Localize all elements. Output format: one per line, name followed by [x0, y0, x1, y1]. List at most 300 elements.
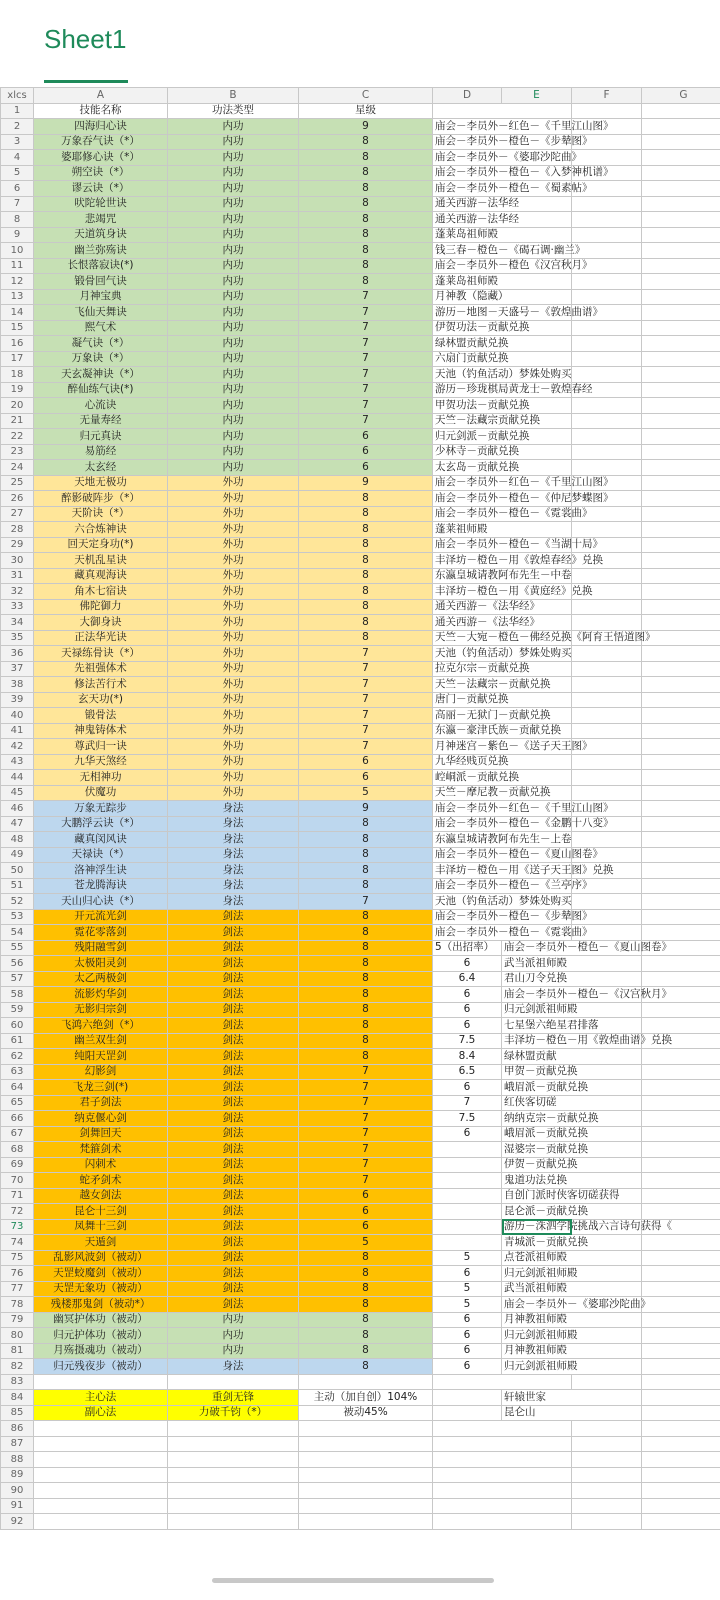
row-number[interactable]: 52 [1, 894, 34, 910]
cell-g[interactable] [642, 1498, 720, 1514]
cell-a[interactable]: 天禄诀（*） [34, 847, 168, 863]
cell-f[interactable] [572, 971, 642, 987]
cell-b[interactable]: 外功 [168, 739, 299, 755]
cell-a[interactable]: 婆耶修心诀（*） [34, 150, 168, 166]
cell-c[interactable]: 7 [299, 1064, 433, 1080]
cell-b[interactable]: 内功 [168, 382, 299, 398]
cell-e[interactable]: 自创门派时侠客切磋获得 [502, 1188, 572, 1204]
cell-f[interactable] [572, 894, 642, 910]
cell-d[interactable]: 天池（钓鱼活动）梦姝处购买 [433, 646, 502, 662]
cell-a[interactable]: 万象吞气诀（*） [34, 134, 168, 150]
row-number[interactable]: 7 [1, 196, 34, 212]
cell-c[interactable]: 8 [299, 150, 433, 166]
cell-a[interactable]: 技能名称 [34, 103, 168, 119]
cell-b[interactable]: 内功 [168, 1343, 299, 1359]
row-number[interactable]: 10 [1, 243, 34, 259]
cell-a[interactable]: 流影灼华剑 [34, 987, 168, 1003]
cell-a[interactable]: 先祖强体术 [34, 661, 168, 677]
cell-a[interactable]: 闪刺术 [34, 1157, 168, 1173]
cell-g[interactable] [642, 460, 720, 476]
cell-f[interactable] [572, 599, 642, 615]
cell-a[interactable]: 天山归心诀（*） [34, 894, 168, 910]
cell-e[interactable]: 归元剑派祖师殿 [502, 1359, 572, 1375]
cell-c[interactable]: 7 [299, 367, 433, 383]
cell-e[interactable]: 峨眉派－贡献兑换 [502, 1080, 572, 1096]
column-header-g[interactable]: G [642, 88, 720, 104]
row-number[interactable]: 84 [1, 1390, 34, 1406]
cell-b[interactable]: 身法 [168, 832, 299, 848]
cell-g[interactable] [642, 475, 720, 491]
cell-f[interactable] [572, 1421, 642, 1437]
cell-a[interactable]: 纳克偃心剑 [34, 1111, 168, 1127]
cell-g[interactable] [642, 351, 720, 367]
cell-g[interactable] [642, 243, 720, 259]
cell-b[interactable]: 剑法 [168, 1002, 299, 1018]
cell-a[interactable]: 藏真观海诀 [34, 568, 168, 584]
cell-f[interactable] [572, 1483, 642, 1499]
cell-b[interactable]: 剑法 [168, 1266, 299, 1282]
cell-b[interactable]: 外功 [168, 491, 299, 507]
row-number[interactable]: 42 [1, 739, 34, 755]
cell-f[interactable] [572, 615, 642, 631]
cell-a[interactable]: 长恨落寂诀(*) [34, 258, 168, 274]
cell-c[interactable]: 8 [299, 1018, 433, 1034]
cell-d[interactable] [433, 1142, 502, 1158]
cell-b[interactable]: 剑法 [168, 1111, 299, 1127]
cell-c[interactable]: 7 [299, 1173, 433, 1189]
cell-c[interactable]: 6 [299, 460, 433, 476]
row-number[interactable]: 36 [1, 646, 34, 662]
cell-g[interactable] [642, 1095, 720, 1111]
cell-d[interactable] [433, 1157, 502, 1173]
row-number[interactable]: 73 [1, 1219, 34, 1235]
cell-c[interactable]: 8 [299, 1033, 433, 1049]
cell-b[interactable]: 剑法 [168, 1173, 299, 1189]
cell-g[interactable] [642, 692, 720, 708]
row-number[interactable]: 4 [1, 150, 34, 166]
cell-d[interactable]: 6 [433, 1343, 502, 1359]
cell-g[interactable] [642, 398, 720, 414]
row-number[interactable]: 76 [1, 1266, 34, 1282]
cell-d[interactable] [433, 1390, 502, 1406]
cell-b[interactable]: 内功 [168, 212, 299, 228]
cell-e[interactable]: 点苍派祖师殿 [502, 1250, 572, 1266]
cell-g[interactable] [642, 770, 720, 786]
cell-a[interactable]: 易筋经 [34, 444, 168, 460]
cell-b[interactable]: 内功 [168, 134, 299, 150]
cell-d[interactable] [433, 1235, 502, 1251]
cell-d[interactable]: 庙会－李员外－橙色－《步辇图》 [433, 134, 502, 150]
cell-d[interactable]: 5 [433, 1297, 502, 1313]
cell-a[interactable]: 归元残夜步（被动） [34, 1359, 168, 1375]
cell-g[interactable] [642, 181, 720, 197]
cell-c[interactable] [299, 1374, 433, 1390]
cell-b[interactable]: 外功 [168, 553, 299, 569]
row-number[interactable]: 8 [1, 212, 34, 228]
cell-g[interactable] [642, 413, 720, 429]
home-indicator[interactable] [212, 1578, 494, 1583]
cell-b[interactable] [168, 1498, 299, 1514]
cell-e[interactable] [502, 522, 572, 538]
cell-d[interactable]: 崆峒派－贡献兑换 [433, 770, 502, 786]
row-number[interactable]: 28 [1, 522, 34, 538]
cell-d[interactable]: 东瀛－豪津氏族－贡献兑换 [433, 723, 502, 739]
cell-f[interactable] [572, 336, 642, 352]
cell-d[interactable]: 天竺－法藏宗－贡献兑换 [433, 677, 502, 693]
cell-c[interactable]: 8 [299, 196, 433, 212]
cell-d[interactable]: 拉克尔宗－贡献兑换 [433, 661, 502, 677]
cell-g[interactable] [642, 196, 720, 212]
cell-a[interactable]: 凝气诀（*） [34, 336, 168, 352]
cell-f[interactable] [572, 227, 642, 243]
cell-d[interactable]: 丰泽坊－橙色－用《敦煌春经》兑换 [433, 553, 502, 569]
cell-g[interactable] [642, 165, 720, 181]
cell-f[interactable] [572, 723, 642, 739]
cell-f[interactable] [572, 1343, 642, 1359]
cell-g[interactable] [642, 444, 720, 460]
row-number[interactable]: 82 [1, 1359, 34, 1375]
cell-b[interactable]: 外功 [168, 708, 299, 724]
cell-d[interactable]: 蓬莱岛祖师殿 [433, 274, 502, 290]
cell-d[interactable]: 高丽－无狱门－贡献兑换 [433, 708, 502, 724]
cell-e[interactable]: 丰泽坊－橙色－用《敦煌曲谱》兑换 [502, 1033, 572, 1049]
cell-a[interactable]: 归元护体功（被动） [34, 1328, 168, 1344]
cell-g[interactable] [642, 1312, 720, 1328]
cell-d[interactable]: 丰泽坊－橙色－用《送子天王图》兑换 [433, 863, 502, 879]
cell-b[interactable]: 身法 [168, 816, 299, 832]
row-number[interactable]: 87 [1, 1436, 34, 1452]
cell-g[interactable] [642, 723, 720, 739]
cell-f[interactable] [572, 1390, 642, 1406]
cell-b[interactable]: 剑法 [168, 1049, 299, 1065]
cell-d[interactable]: 月神迷宫－紫色－《送子天王图》 [433, 739, 502, 755]
cell-e[interactable] [502, 103, 572, 119]
cell-a[interactable]: 太乙两极剑 [34, 971, 168, 987]
cell-c[interactable]: 7 [299, 336, 433, 352]
cell-e[interactable]: 湿婆宗－贡献兑换 [502, 1142, 572, 1158]
cell-a[interactable]: 君子剑法 [34, 1095, 168, 1111]
cell-c[interactable]: 7 [299, 351, 433, 367]
cell-e[interactable]: 鬼道功法兑换 [502, 1173, 572, 1189]
cell-d[interactable] [433, 1483, 502, 1499]
row-number[interactable]: 15 [1, 320, 34, 336]
cell-g[interactable] [642, 522, 720, 538]
cell-b[interactable]: 外功 [168, 506, 299, 522]
cell-c[interactable]: 8 [299, 925, 433, 941]
row-number[interactable]: 17 [1, 351, 34, 367]
cell-c[interactable] [299, 1467, 433, 1483]
cell-g[interactable] [642, 537, 720, 553]
cell-g[interactable] [642, 119, 720, 135]
cell-g[interactable] [642, 1018, 720, 1034]
cell-g[interactable] [642, 956, 720, 972]
cell-d[interactable] [433, 1374, 502, 1390]
cell-e[interactable]: 红侠客切磋 [502, 1095, 572, 1111]
cell-d[interactable]: 庙会－李员外－橙色－《兰亭序》 [433, 878, 502, 894]
cell-c[interactable]: 7 [299, 1157, 433, 1173]
cell-d[interactable]: 庙会－李员外－红色－《千里江山图》 [433, 475, 502, 491]
cell-b[interactable]: 内功 [168, 305, 299, 321]
cell-b[interactable]: 剑法 [168, 1219, 299, 1235]
row-number[interactable]: 92 [1, 1514, 34, 1530]
row-number[interactable]: 63 [1, 1064, 34, 1080]
cell-a[interactable]: 霓花零落剑 [34, 925, 168, 941]
cell-g[interactable] [642, 1064, 720, 1080]
cell-b[interactable]: 外功 [168, 754, 299, 770]
cell-b[interactable]: 内功 [168, 351, 299, 367]
cell-b[interactable]: 剑法 [168, 1095, 299, 1111]
row-number[interactable]: 70 [1, 1173, 34, 1189]
cell-d[interactable]: 7.5 [433, 1111, 502, 1127]
cell-d[interactable]: 庙会－李员外－橙色－《金鹏十八变》 [433, 816, 502, 832]
cell-f[interactable] [572, 1405, 642, 1421]
row-number[interactable]: 77 [1, 1281, 34, 1297]
cell-a[interactable]: 天罡无象功（被动） [34, 1281, 168, 1297]
cell-b[interactable]: 外功 [168, 692, 299, 708]
cell-b[interactable]: 内功 [168, 367, 299, 383]
cell-a[interactable]: 九华天煞经 [34, 754, 168, 770]
cell-b[interactable]: 外功 [168, 723, 299, 739]
cell-c[interactable]: 8 [299, 258, 433, 274]
cell-d[interactable]: 庙会－李员外－橙色－《蜀素帖》 [433, 181, 502, 197]
cell-c[interactable] [299, 1421, 433, 1437]
cell-c[interactable]: 8 [299, 630, 433, 646]
cell-a[interactable] [34, 1436, 168, 1452]
row-number[interactable]: 18 [1, 367, 34, 383]
cell-b[interactable]: 外功 [168, 785, 299, 801]
row-number[interactable]: 83 [1, 1374, 34, 1390]
cell-d[interactable]: 6 [433, 1002, 502, 1018]
cell-e[interactable] [502, 1421, 572, 1437]
cell-f[interactable] [572, 568, 642, 584]
cell-g[interactable] [642, 274, 720, 290]
cell-a[interactable]: 主心法 [34, 1390, 168, 1406]
cell-a[interactable]: 尊武归一诀 [34, 739, 168, 755]
cell-d[interactable]: 东瀛皇城请教阿布先生－上卷 [433, 832, 502, 848]
cell-c[interactable]: 8 [299, 863, 433, 879]
cell-a[interactable]: 苍龙腾海诀 [34, 878, 168, 894]
cell-d[interactable]: 九华经贱页兑换 [433, 754, 502, 770]
cell-f[interactable] [572, 1281, 642, 1297]
cell-b[interactable]: 内功 [168, 413, 299, 429]
cell-f[interactable] [572, 1049, 642, 1065]
row-number[interactable]: 90 [1, 1483, 34, 1499]
row-number[interactable]: 35 [1, 630, 34, 646]
cell-a[interactable]: 太玄经 [34, 460, 168, 476]
cell-c[interactable]: 8 [299, 165, 433, 181]
cell-c[interactable] [299, 1483, 433, 1499]
row-number[interactable]: 56 [1, 956, 34, 972]
cell-f[interactable] [572, 754, 642, 770]
cell-e[interactable]: 庙会－李员外－《婆耶沙陀曲》 [502, 1297, 572, 1313]
cell-d[interactable]: 天竺－法藏宗贡献兑换 [433, 413, 502, 429]
row-number[interactable]: 91 [1, 1498, 34, 1514]
cell-d[interactable]: 庙会－李员外－橙色－《霓裳曲》 [433, 925, 502, 941]
cell-g[interactable] [642, 1452, 720, 1468]
row-number[interactable]: 45 [1, 785, 34, 801]
cell-e[interactable]: 武当派祖师殿 [502, 1281, 572, 1297]
cell-b[interactable]: 内功 [168, 1328, 299, 1344]
cell-d[interactable]: 庙会－李员外－橙色－《入梦神机谱》 [433, 165, 502, 181]
cell-b[interactable] [168, 1452, 299, 1468]
cell-b[interactable]: 外功 [168, 630, 299, 646]
cell-a[interactable] [34, 1514, 168, 1530]
cell-b[interactable]: 剑法 [168, 1157, 299, 1173]
cell-b[interactable]: 内功 [168, 1312, 299, 1328]
cell-d[interactable]: 绿林盟贡献兑换 [433, 336, 502, 352]
cell-e[interactable]: 伊贺－贡献兑换 [502, 1157, 572, 1173]
row-number[interactable]: 31 [1, 568, 34, 584]
cell-c[interactable]: 8 [299, 1312, 433, 1328]
column-header-f[interactable]: F [572, 88, 642, 104]
cell-e[interactable]: 归元剑派祖师殿 [502, 1002, 572, 1018]
cell-g[interactable] [642, 677, 720, 693]
cell-b[interactable]: 身法 [168, 847, 299, 863]
cell-c[interactable]: 8 [299, 1250, 433, 1266]
cell-f[interactable] [572, 274, 642, 290]
cell-c[interactable]: 8 [299, 615, 433, 631]
cell-d[interactable]: 庙会－李员外－红色－《千里江山图》 [433, 801, 502, 817]
row-number[interactable]: 23 [1, 444, 34, 460]
cell-a[interactable]: 凤舞十三剑 [34, 1219, 168, 1235]
cell-b[interactable]: 内功 [168, 429, 299, 445]
cell-a[interactable]: 回天定身功(*) [34, 537, 168, 553]
cell-f[interactable] [572, 770, 642, 786]
cell-c[interactable]: 6 [299, 429, 433, 445]
cell-a[interactable]: 藏真闵风诀 [34, 832, 168, 848]
cell-f[interactable] [572, 1312, 642, 1328]
cell-a[interactable]: 无相神功 [34, 770, 168, 786]
cell-c[interactable]: 8 [299, 847, 433, 863]
cell-a[interactable] [34, 1483, 168, 1499]
cell-c[interactable]: 9 [299, 475, 433, 491]
cell-e[interactable]: 峨眉派－贡献兑换 [502, 1126, 572, 1142]
column-header-e[interactable]: E [502, 88, 572, 104]
cell-d[interactable]: 月神教（隐藏） [433, 289, 502, 305]
cell-f[interactable] [572, 1374, 642, 1390]
cell-g[interactable] [642, 289, 720, 305]
cell-d[interactable]: 6.4 [433, 971, 502, 987]
cell-g[interactable] [642, 336, 720, 352]
cell-e[interactable] [502, 351, 572, 367]
cell-c[interactable]: 星级 [299, 103, 433, 119]
cell-a[interactable] [34, 1374, 168, 1390]
cell-a[interactable]: 飞鸿六绝剑（*） [34, 1018, 168, 1034]
column-header-a[interactable]: A [34, 88, 168, 104]
row-number[interactable]: 12 [1, 274, 34, 290]
row-number[interactable]: 2 [1, 119, 34, 135]
cell-b[interactable]: 剑法 [168, 1235, 299, 1251]
cell-a[interactable]: 大鹏浮云诀（*） [34, 816, 168, 832]
row-number[interactable]: 38 [1, 677, 34, 693]
cell-b[interactable]: 内功 [168, 243, 299, 259]
cell-a[interactable]: 幽兰双生剑 [34, 1033, 168, 1049]
cell-e[interactable]: 纳纳克宗－贡献兑换 [502, 1111, 572, 1127]
cell-b[interactable]: 内功 [168, 150, 299, 166]
cell-d[interactable]: 唐门－贡献兑换 [433, 692, 502, 708]
cell-g[interactable] [642, 863, 720, 879]
cell-a[interactable]: 角木七宿诀 [34, 584, 168, 600]
cell-c[interactable]: 8 [299, 506, 433, 522]
cell-e[interactable] [502, 1436, 572, 1452]
row-number[interactable]: 33 [1, 599, 34, 615]
cell-c[interactable]: 7 [299, 677, 433, 693]
cell-b[interactable]: 剑法 [168, 971, 299, 987]
cell-c[interactable]: 8 [299, 1049, 433, 1065]
row-number[interactable]: 89 [1, 1467, 34, 1483]
cell-g[interactable] [642, 367, 720, 383]
cell-c[interactable]: 7 [299, 692, 433, 708]
cell-d[interactable]: 5 [433, 1281, 502, 1297]
cell-d[interactable]: 东瀛皇城请教阿布先生－中卷 [433, 568, 502, 584]
cell-d[interactable]: 5 [433, 1250, 502, 1266]
cell-a[interactable]: 醉影破阵步（*） [34, 491, 168, 507]
cell-b[interactable]: 身法 [168, 1359, 299, 1375]
cell-b[interactable]: 身法 [168, 894, 299, 910]
cell-c[interactable] [299, 1452, 433, 1468]
row-number[interactable]: 47 [1, 816, 34, 832]
cell-e[interactable]: 月神教祖师殿 [502, 1312, 572, 1328]
cell-d[interactable]: 少林寺－贡献兑换 [433, 444, 502, 460]
cell-b[interactable]: 外功 [168, 584, 299, 600]
cell-f[interactable] [572, 522, 642, 538]
cell-g[interactable] [642, 1343, 720, 1359]
cell-d[interactable]: 天竺－大宛－橙色－佛经兑换《阿育王悟道图》 [433, 630, 502, 646]
row-number[interactable]: 68 [1, 1142, 34, 1158]
cell-g[interactable] [642, 878, 720, 894]
column-header-b[interactable]: B [168, 88, 299, 104]
row-number[interactable]: 30 [1, 553, 34, 569]
cell-d[interactable] [433, 1498, 502, 1514]
cell-b[interactable] [168, 1436, 299, 1452]
cell-f[interactable] [572, 1064, 642, 1080]
cell-g[interactable] [642, 1250, 720, 1266]
cell-a[interactable]: 无影归宗剑 [34, 1002, 168, 1018]
cell-c[interactable]: 8 [299, 878, 433, 894]
cell-b[interactable]: 外功 [168, 522, 299, 538]
cell-b[interactable]: 内功 [168, 336, 299, 352]
cell-b[interactable]: 外功 [168, 568, 299, 584]
cell-d[interactable]: 6 [433, 956, 502, 972]
cell-g[interactable] [642, 1514, 720, 1530]
cell-d[interactable]: 5（出招率） [433, 940, 502, 956]
cell-c[interactable]: 7 [299, 708, 433, 724]
cell-g[interactable] [642, 103, 720, 119]
cell-a[interactable]: 正法华光诀 [34, 630, 168, 646]
cell-b[interactable]: 剑法 [168, 1142, 299, 1158]
cell-g[interactable] [642, 134, 720, 150]
cell-c[interactable]: 7 [299, 1126, 433, 1142]
cell-d[interactable]: 6 [433, 1328, 502, 1344]
cell-e[interactable] [502, 227, 572, 243]
cell-f[interactable] [572, 677, 642, 693]
cell-g[interactable] [642, 150, 720, 166]
cell-g[interactable] [642, 1467, 720, 1483]
cell-a[interactable]: 归元真诀 [34, 429, 168, 445]
cell-b[interactable]: 外功 [168, 537, 299, 553]
cell-a[interactable]: 玄天功(*) [34, 692, 168, 708]
cell-e[interactable]: 甲贺－贡献兑换 [502, 1064, 572, 1080]
row-number[interactable]: 85 [1, 1405, 34, 1421]
cell-f[interactable] [572, 1328, 642, 1344]
cell-c[interactable]: 8 [299, 491, 433, 507]
cell-d[interactable]: 钱三春－橙色－《碣石调·幽兰》 [433, 243, 502, 259]
cell-e[interactable]: 君山刀令兑换 [502, 971, 572, 987]
cell-a[interactable]: 伏魔功 [34, 785, 168, 801]
cell-b[interactable]: 内功 [168, 289, 299, 305]
cell-g[interactable] [642, 1328, 720, 1344]
cell-c[interactable]: 8 [299, 1266, 433, 1282]
